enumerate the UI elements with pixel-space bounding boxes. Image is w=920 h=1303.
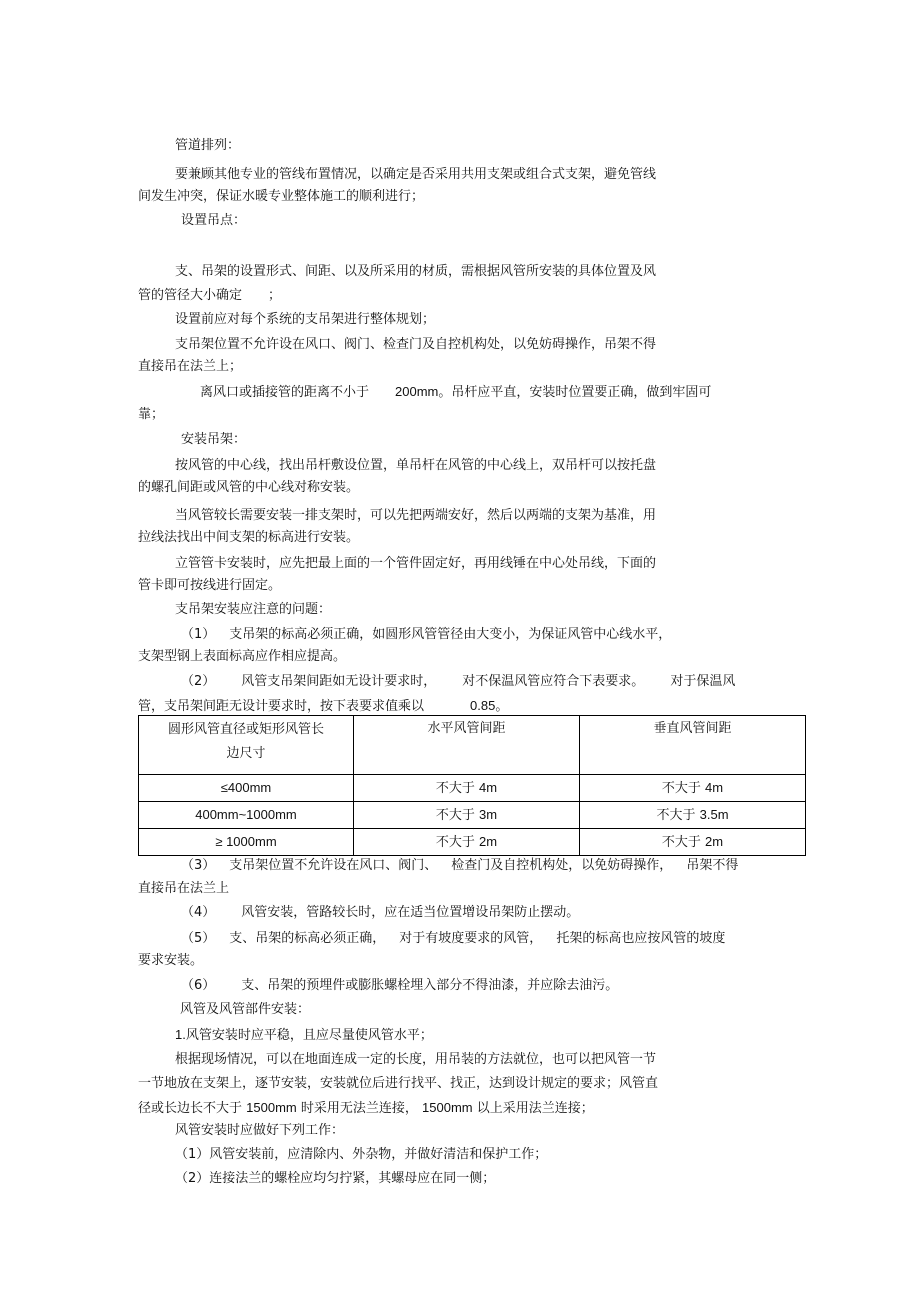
heading-pipe-arrangement: 管道排列：: [175, 138, 241, 153]
paragraph-line: 离风口或插接管的距离不小于 200mm。吊杆应平直，安装时位置要正确，做到牢固可: [200, 384, 712, 400]
list-item-3: （3） 支吊架位置不允许设在风口、阀门、 检查门及自控机构处，以免妨碍操作， 吊架不得: [181, 858, 739, 873]
list-item-5: （5） 支、吊架的标高必须正确， 对于有坡度要求的风管， 托架的标高也应按风管的坡度: [181, 931, 726, 946]
paragraph-line: 拉线法找出中间支架的标高进行安装。: [138, 530, 360, 545]
list-item-2-cont: 管，支吊架间距无设计要求时，按下表要求值乘以 0.85。: [138, 698, 509, 714]
paragraph-line: 当风管较长需要安装一排支架时，可以先把两端安好，然后以两端的支架为基准，用: [175, 508, 657, 523]
header-duct-size: 圆形风管直径或矩形风管长 边尺寸: [139, 716, 354, 775]
header-vertical-spacing: 垂直风管间距: [580, 716, 806, 775]
paragraph-line: 直接吊在法兰上；: [138, 359, 243, 374]
table-row: [139, 829, 806, 856]
paragraph-line: 的螺孔间距或风管的中心线对称安装。: [138, 480, 360, 495]
paragraph-line: 设置前应对每个系统的支吊架进行整体规划；: [175, 312, 436, 327]
paragraph-line: 要兼顾其他专业的管线布置情况，以确定是否采用共用支架或组合式支架，避免管线: [175, 167, 657, 182]
cell-vertical: 不大于 2m: [580, 829, 806, 856]
list-item-3-cont: 直接吊在法兰上: [138, 881, 230, 896]
cell-horizontal: 不大于 4m: [354, 775, 580, 802]
paragraph-line: 支、吊架的设置形式、间距、以及所采用的材质，需根据风管所安装的具体位置及风: [175, 264, 657, 279]
list-item-4: （4） 风管安装，管路较长时，应在适当位置增设吊架防止摆动。: [181, 905, 580, 920]
list-item-1-cont: 支架型钢上表面标高应作相应提高。: [138, 649, 347, 664]
header-horizontal-spacing: 水平风管间距: [354, 716, 580, 775]
paragraph-line: 支吊架位置不允许设在风口、阀门、检查门及自控机构处，以免妨碍操作，吊架不得: [175, 337, 657, 352]
paragraph-line: 立管管卡安装时，应先把最上面的一个管件固定好，再用线锤在中心处吊线，下面的: [175, 556, 657, 571]
cell-horizontal: 不大于 2m: [354, 829, 580, 856]
paragraph-line: 间发生冲突，保证水暖专业整体施工的顺利进行；: [138, 189, 425, 204]
list-item-2: （2） 风管支吊架间距如无设计要求时， 对不保温风管应符合下表要求。 对于保温风: [181, 674, 736, 689]
table-row: [139, 802, 806, 829]
paragraph-line: 1.风管安装时应平稳，且应尽量使风管水平；: [175, 1027, 433, 1043]
table-row: [139, 775, 806, 802]
paragraph-line: （2）连接法兰的螺栓应均匀拧紧，其螺母应在同一侧；: [175, 1171, 496, 1186]
paragraph-line: 管卡即可按线进行固定。: [138, 578, 282, 593]
cell-vertical: 不大于 4m: [580, 775, 806, 802]
cell-horizontal: 不大于 3m: [354, 802, 580, 829]
cell-size: ≥ 1000mm: [139, 829, 354, 856]
paragraph-line: 按风管的中心线，找出吊杆敷设位置，单吊杆在风管的中心线上，双吊杆可以按托盘: [175, 458, 657, 473]
heading-notes: 支吊架安装应注意的问题：: [175, 602, 332, 617]
cell-size: 400mm~1000mm: [139, 802, 354, 829]
list-item-1: （1） 支吊架的标高必须正确，如圆形风管管径由大变小，为保证风管中心线水平，: [181, 627, 672, 642]
paragraph-line: 管的管径大小确定 ；: [138, 288, 282, 303]
paragraph-line: 靠；: [138, 407, 165, 422]
paragraph-line: 风管安装时应做好下列工作：: [175, 1123, 345, 1138]
table-header-row: [139, 716, 806, 775]
heading-duct-install: 风管及风管部件安装：: [180, 1002, 311, 1017]
cell-size: ≤400mm: [139, 775, 354, 802]
heading-set-hanging-points: 设置吊点：: [181, 213, 247, 228]
list-item-6: （6） 支、吊架的预埋件或膨胀螺栓埋入部分不得油漆，并应除去油污。: [181, 978, 619, 993]
paragraph-line: 一节地放在支架上，逐节安装，安装就位后进行找平、找正，达到设计规定的要求；风管直: [138, 1076, 659, 1091]
hanger-spacing-table: [138, 715, 806, 856]
cell-vertical: 不大于 3.5m: [580, 802, 806, 829]
paragraph-line: 根据现场情况，可以在地面连成一定的长度，用吊装的方法就位，也可以把风管一节: [175, 1052, 657, 1067]
list-item-5-cont: 要求安装。: [138, 953, 204, 968]
paragraph-line: 径或长边长不大于 1500mm 时采用无法兰连接， 1500mm 以上采用法兰连接；: [138, 1100, 594, 1116]
heading-install-hangers: 安装吊架：: [181, 432, 247, 447]
paragraph-line: （1）风管安装前，应清除内、外杂物，并做好清洁和保护工作；: [175, 1147, 548, 1162]
